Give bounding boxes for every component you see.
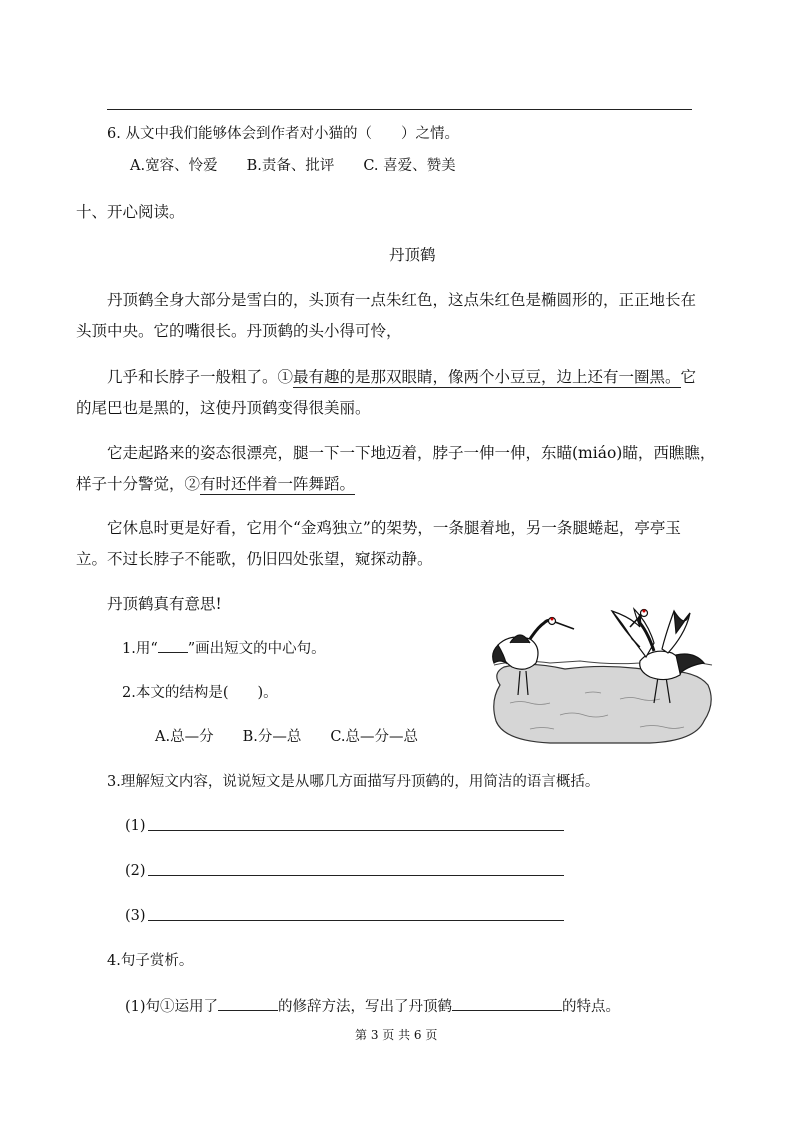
underlined-sentence-1: 最有趣的是那双眼睛，像两个小豆豆，边上还有一圈黑。 [293,368,681,386]
section-heading: 十、开心阅读。 [76,203,185,221]
crane-illustration [490,603,716,745]
q4-1-blank-feature[interactable] [452,996,562,1011]
q1 [122,638,326,659]
q3: 3.理解短文内容，说说短文是从哪几方面描写丹顶鹤的，用简洁的语言概括。 [107,774,600,790]
q3-item-2-label: (2) [125,863,146,879]
q4-1 [125,996,620,1017]
q3-item-3-answer-line[interactable] [148,920,564,921]
passage-p4-line2: 立。不过长脖子不能歌，仍旧四处张望，窥探动静。 [76,550,433,568]
q3-item-1-label: (1) [125,818,146,834]
passage-p3-line1: 它走起路来的姿态很漂亮，腿一下一下地迈着，脖子一伸一伸，东瞄(miáo)瞄，西瞧瞧， [107,444,716,462]
passage-p1-line2: 头顶中央。它的嘴很长。丹顶鹤的头小得可怜， [76,322,402,340]
passage-p2-pre: 几乎和长脖子一般粗了。 [107,368,278,386]
passage-p2-post: 它 [680,368,697,386]
q4-1-blank-rhetoric[interactable] [218,996,278,1011]
page-footer: 第 3 页 共 6 页 [355,1028,438,1042]
answer-line-top [107,109,692,110]
passage-p2-line2: 的尾巴也是黑的，这使丹顶鹤变得很美丽。 [76,399,371,417]
passage-p3-line2 [76,474,355,494]
q2: 2.本文的结构是( )。 [122,685,278,701]
q1-pre: 1.用“ [122,641,158,657]
q3-item-1-answer-line[interactable] [148,830,564,831]
q4-1-mid: 的修辞方法，写出了丹顶鹤 [278,999,453,1015]
q4-1-pre: (1)句①运用了 [125,999,219,1015]
q6-options: A.宽容、怜爱 B.责备、批评 C. 喜爱、赞美 [130,158,456,174]
passage-p2-line1 [107,367,696,387]
q1-underline-sample [158,638,188,653]
q2-options: A.总—分 B.分—总 C.总—分—总 [155,729,419,745]
q6-question: 6. 从文中我们能够体会到作者对小猫的（ ）之情。 [107,126,459,142]
q4-1-post: 的特点。 [562,999,621,1015]
passage-p5: 丹顶鹤真有意思! [107,595,222,613]
sentence-marker-1: ① [277,368,294,386]
passage-p1-line1: 丹顶鹤全身大部分是雪白的，头顶有一点朱红色，这点朱红色是椭圆形的，正正地长在 [107,291,697,309]
passage-p3-pre: 样子十分警觉，② [76,475,201,493]
passage-p4-line1: 它休息时更是好看，它用个“金鸡独立”的架势，一条腿着地，另一条腿蜷起，亭亭玉 [107,519,681,537]
passage-title: 丹顶鹤 [389,246,436,264]
q3-item-2-answer-line[interactable] [148,875,564,876]
q3-item-3-label: (3) [125,908,146,924]
q4: 4.句子赏析。 [107,953,194,969]
q1-post: ”画出短文的中心句。 [187,641,326,657]
underlined-sentence-2: 有时还伴着一阵舞蹈。 [200,475,356,493]
